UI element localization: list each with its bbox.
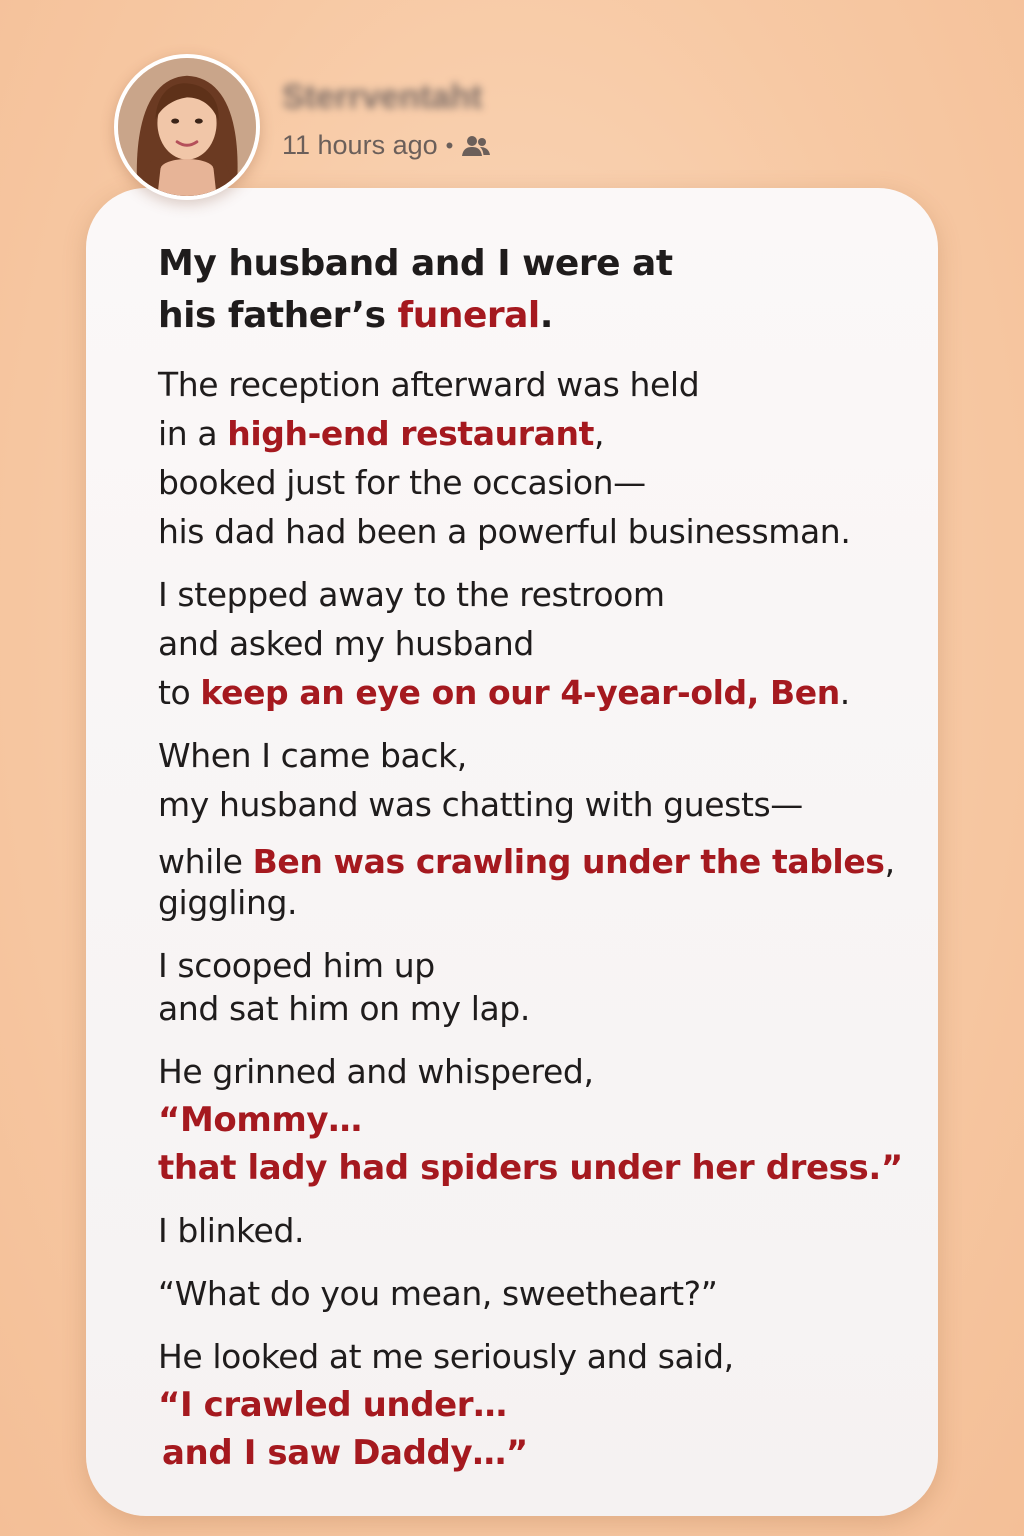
- meta-separator: •: [445, 132, 454, 158]
- author-avatar[interactable]: [114, 54, 260, 200]
- story-line: I scooped him up: [158, 946, 435, 985]
- story-line: in a high-end restaurant,: [158, 414, 605, 453]
- story-line: He grinned and whispered,: [158, 1052, 594, 1091]
- story-text: [158, 238, 918, 1477]
- story-line: booked just for the occasion—: [158, 463, 646, 502]
- story-line: When I came back,: [158, 736, 467, 775]
- quote-line: “I crawled under…: [158, 1385, 507, 1425]
- story-line: giggling.: [158, 883, 298, 922]
- quote-line: that lady had spiders under her dress.”: [158, 1148, 903, 1188]
- quote-line: “Mommy…: [158, 1100, 362, 1140]
- story-line: I stepped away to the restroom: [158, 575, 665, 614]
- post-timestamp[interactable]: 11 hours ago: [282, 130, 438, 160]
- story-line: The reception afterward was held: [158, 365, 700, 404]
- post-meta: [282, 130, 491, 161]
- heading-line: his father’s funeral.: [158, 295, 553, 336]
- story-line: and sat him on my lap.: [158, 989, 530, 1028]
- story-line: while Ben was crawling under the tables,: [158, 842, 895, 881]
- story-line: his dad had been a powerful businessman.: [158, 512, 851, 551]
- quote-line: and I saw Daddy…”: [162, 1433, 528, 1473]
- highlight-keep-eye: keep an eye on our 4-year-old, Ben: [200, 673, 840, 712]
- story-line: He looked at me seriously and said,: [158, 1337, 734, 1376]
- story-line: to keep an eye on our 4-year-old, Ben.: [158, 673, 850, 712]
- friends-icon[interactable]: [461, 134, 491, 158]
- highlight-crawling: Ben was crawling under the tables: [252, 842, 885, 881]
- story-line: and asked my husband: [158, 624, 534, 663]
- highlight-restaurant: high-end restaurant: [227, 414, 594, 453]
- story-line: my husband was chatting with guests—: [158, 785, 803, 824]
- story-line: I blinked.: [158, 1211, 305, 1250]
- author-name[interactable]: Sterrventaht: [282, 78, 483, 116]
- heading-line: My husband and I were at: [158, 243, 673, 284]
- story-line: “What do you mean, sweetheart?”: [158, 1274, 718, 1313]
- highlight-funeral: funeral: [397, 295, 540, 336]
- profile-photo-woman: [118, 58, 256, 196]
